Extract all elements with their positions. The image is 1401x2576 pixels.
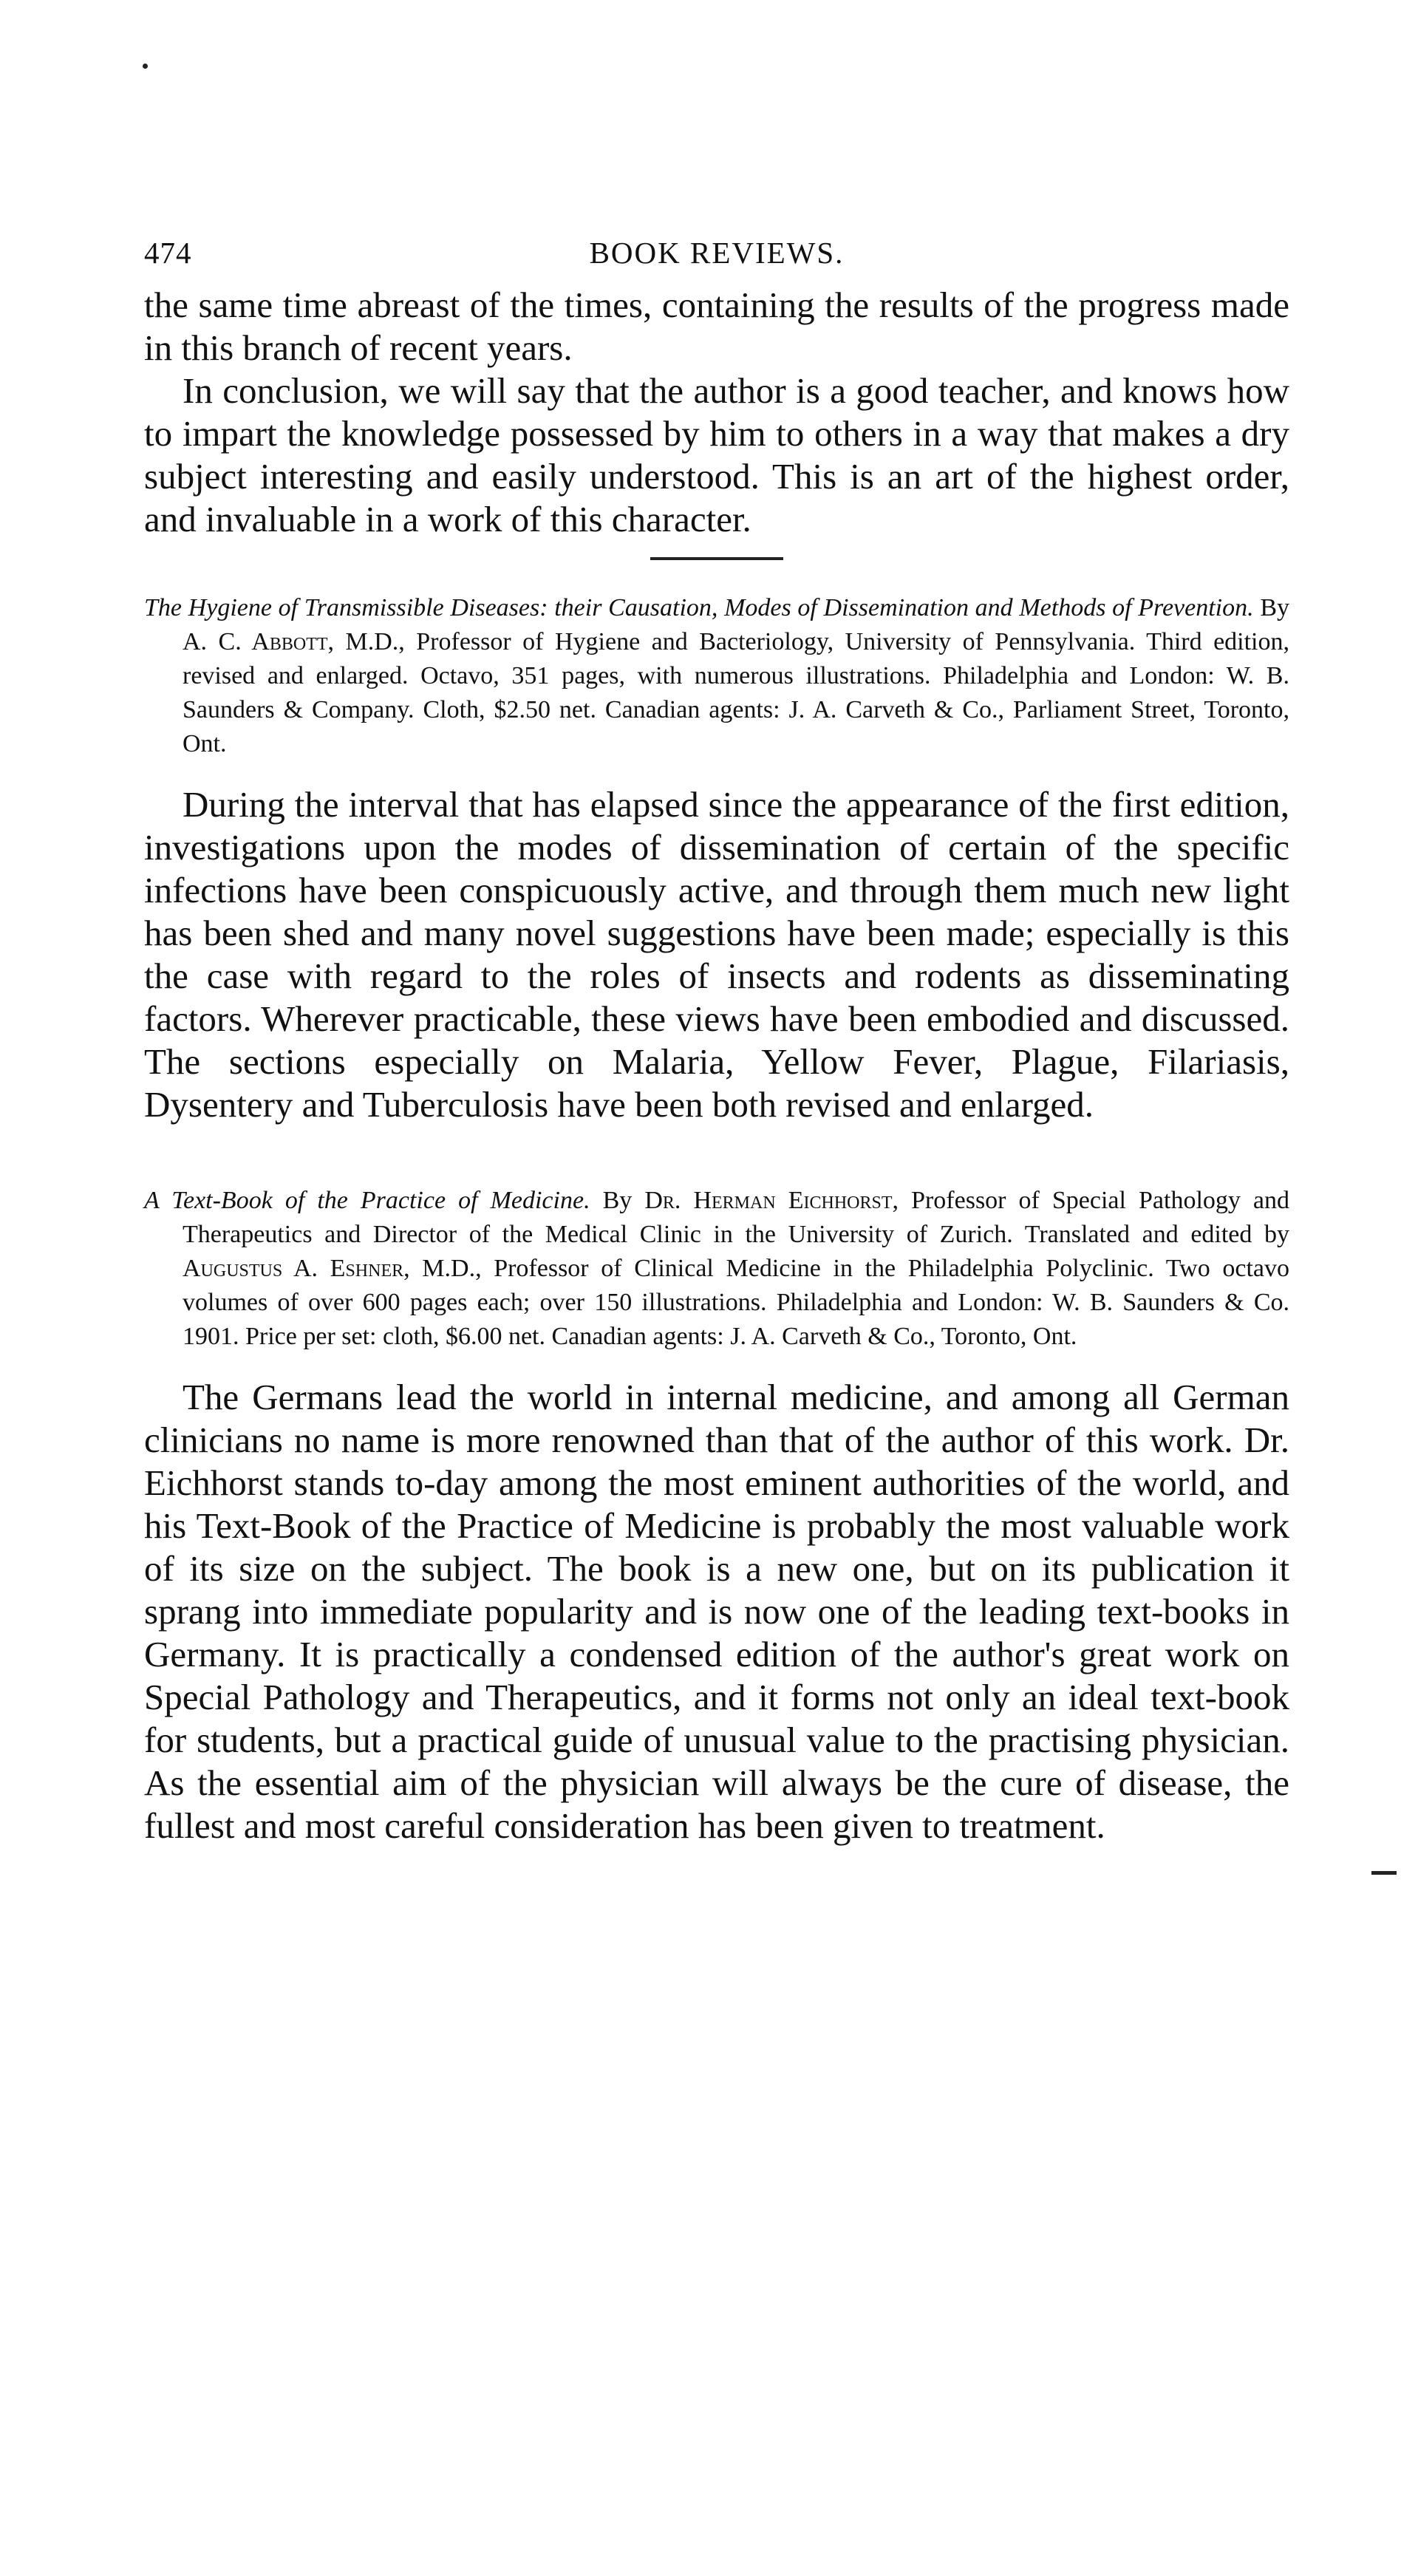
book-title: A Text-Book of the Practice of Medicine.: [144, 1187, 590, 1214]
by-prefix: By: [602, 1187, 633, 1214]
book-translator: Augustus A. Eshner,: [183, 1255, 410, 1282]
review-hygiene: [144, 591, 1289, 1126]
section-divider: [650, 557, 783, 560]
continued-paragraph: the same time abreast of the times, containing the results of the progress made in this branch of recent years.: [144, 284, 1289, 368]
book-author: A. C. Abbott,: [183, 628, 335, 655]
running-header: [144, 235, 1289, 284]
conclusion-paragraph: In conclusion, we will say that the author is a good teacher, and knows how to impart the knowledge possessed by him to others in a way that makes a dry subject interesting and easily understood. This is an art of the highest order, and invaluable in a work of this character.: [144, 370, 1289, 539]
review-body: During the interval that has elapsed since the appearance of the first edition, investigations upon the modes of dissemination of certain of the specific infections have been conspicuously active, and through them much new light has been shed and many novel suggestions have been made; especially is this the case with regard to the roles of insects and rodents as disseminating factors. Wherever practicable, these views have been embodied and discussed. The sections especially on Malaria, Yellow Fever, Plague, Filariasis, Dysentery and Tuberculosis have been both revised and enlarged.: [144, 784, 1289, 1125]
margin-mark: [1371, 1871, 1397, 1875]
review-body: The Germans lead the world in internal medicine, and among all German clinicians no name is more renowned than that of the author of this work. Dr. Eichhorst stands to-day among the most eminent authorities of the world, and his Text-Book of the Practice of Medicine is probably the most valuable work of its size on the subject. The book is a new one, but on its publication it sprang into immediate popularity and is now one of the leading text-books in Germany. It is practically a condensed edition of the author's great work on Special Pathology and Therapeutics, and it forms not only an ideal text-book for students, but a practical guide of unusual value to the practising physician. As the essential aim of the physician will always be the cure of disease, the fullest and most careful consideration has been given to treatment.: [144, 1377, 1289, 1846]
stray-ink-mark: [143, 64, 148, 69]
book-details: Professor of Special Pathology and Therapeutics and Director of the Medical Clinic in the University of Zurich. Translated and edited by: [183, 1187, 1290, 1248]
book-citation: [144, 591, 1289, 761]
book-citation: [144, 1184, 1289, 1354]
section-title: BOOK REVIEWS.: [589, 236, 845, 270]
section-spacer: [144, 1126, 1289, 1184]
review-practice-of-medicine: [144, 1184, 1289, 1847]
book-author: Dr. Herman Eichhorst,: [644, 1187, 899, 1214]
document-page: [144, 235, 1289, 1847]
book-title: The Hygiene of Transmissible Diseases: their Causation, Modes of Dissemination and Methods of Prevention.: [144, 594, 1254, 621]
by-prefix: By: [1260, 594, 1290, 621]
book-details: M.D., Professor of Hygiene and Bacteriology, University of Pennsylvania. Third edition, revised and enlarged. Octavo, 351 pages, with numerous illustrations. Philadelphia and London: W. B. Saunders & Company. Cloth, $2.50 net. Canadian agents: J. A. Carveth & Co., Parliament Street, Toronto, Ont.: [183, 628, 1290, 757]
page-number: 474: [144, 236, 192, 270]
book-details-continued: M.D., Professor of Clinical Medicine in the Philadelphia Polyclinic. Two octavo volumes of over 600 pages each; over 150 illustrations. Philadelphia and London: W. B. Saunders & Co. 1901. Price per set: cloth, $6.00 net. Canadian agents: J. A. Carveth & Co., Toronto, Ont.: [183, 1255, 1289, 1350]
